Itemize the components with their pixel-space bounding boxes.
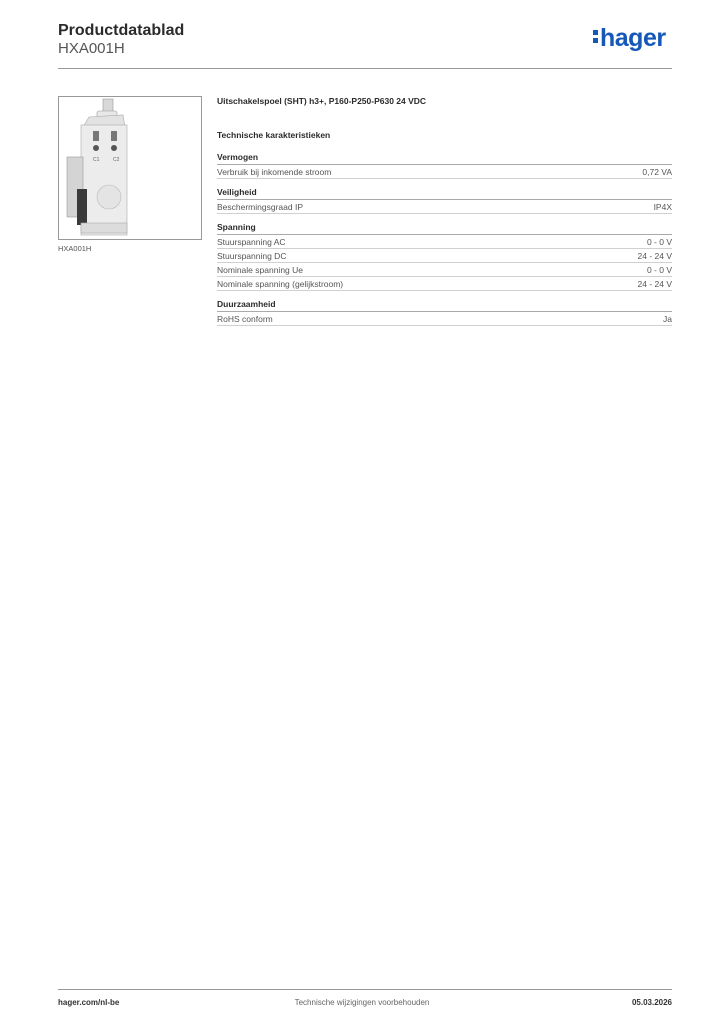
spec-value: Ja <box>663 314 672 324</box>
hager-logo <box>593 26 666 51</box>
spec-group-title: Duurzaamheid <box>217 299 672 312</box>
footer-notice: Technische wijzigingen voorbehouden <box>294 998 430 1007</box>
spec-label: Nominale spanning (gelijkstroom) <box>217 279 344 289</box>
spec-row <box>217 200 672 214</box>
product-code: HXA001H <box>58 40 125 57</box>
footer-date: 05.03.2026 <box>631 998 672 1007</box>
doc-title: Productdatablad <box>58 22 185 39</box>
trip-coil-product-photo <box>59 97 201 239</box>
spec-group-duurzaamheid <box>217 299 672 326</box>
spec-value: 0 - 0 V <box>646 237 672 247</box>
product-image-frame <box>58 96 202 240</box>
spec-group-veiligheid <box>217 187 672 214</box>
spec-label: Verbruik bij inkomende stroom <box>217 167 332 177</box>
header-divider <box>58 68 672 69</box>
spec-row <box>217 263 672 277</box>
spec-group-title: Veiligheid <box>217 187 672 200</box>
product-image-caption: HXA001H <box>58 244 92 253</box>
spec-group-vermogen <box>217 152 672 179</box>
footer-divider <box>58 989 672 990</box>
terminal-label-c1: C1 <box>93 157 100 163</box>
spec-row <box>217 165 672 179</box>
spec-value: 0 - 0 V <box>646 265 672 275</box>
spec-value: 24 - 24 V <box>637 251 672 261</box>
spec-value: 24 - 24 V <box>637 279 672 289</box>
spec-label: Beschermingsgraad IP <box>217 202 303 212</box>
spec-label: Nominale spanning Ue <box>217 265 303 275</box>
footer-url[interactable]: hager.com/nl-be <box>58 998 120 1007</box>
spec-group-title: Spanning <box>217 222 672 235</box>
spec-label: Stuurspanning AC <box>217 237 286 247</box>
spec-label: RoHS conform <box>217 314 273 324</box>
spec-heading: Technische karakteristieken <box>217 130 331 140</box>
spec-value: 0,72 VA <box>642 167 672 177</box>
product-name: Uitschakelspoel (SHT) h3+, P160-P250-P630 24 VDC <box>217 96 427 106</box>
spec-row <box>217 277 672 291</box>
logo-text: hager <box>600 24 666 52</box>
spec-value: IP4X <box>653 202 672 212</box>
spec-content <box>217 96 672 326</box>
spec-row <box>217 235 672 249</box>
logo-dots <box>593 27 599 46</box>
spec-row <box>217 312 672 326</box>
spec-row <box>217 249 672 263</box>
terminal-label-c2: C2 <box>113 157 120 163</box>
spec-group-spanning <box>217 222 672 291</box>
spec-group-title: Vermogen <box>217 152 672 165</box>
spec-label: Stuurspanning DC <box>217 251 287 261</box>
